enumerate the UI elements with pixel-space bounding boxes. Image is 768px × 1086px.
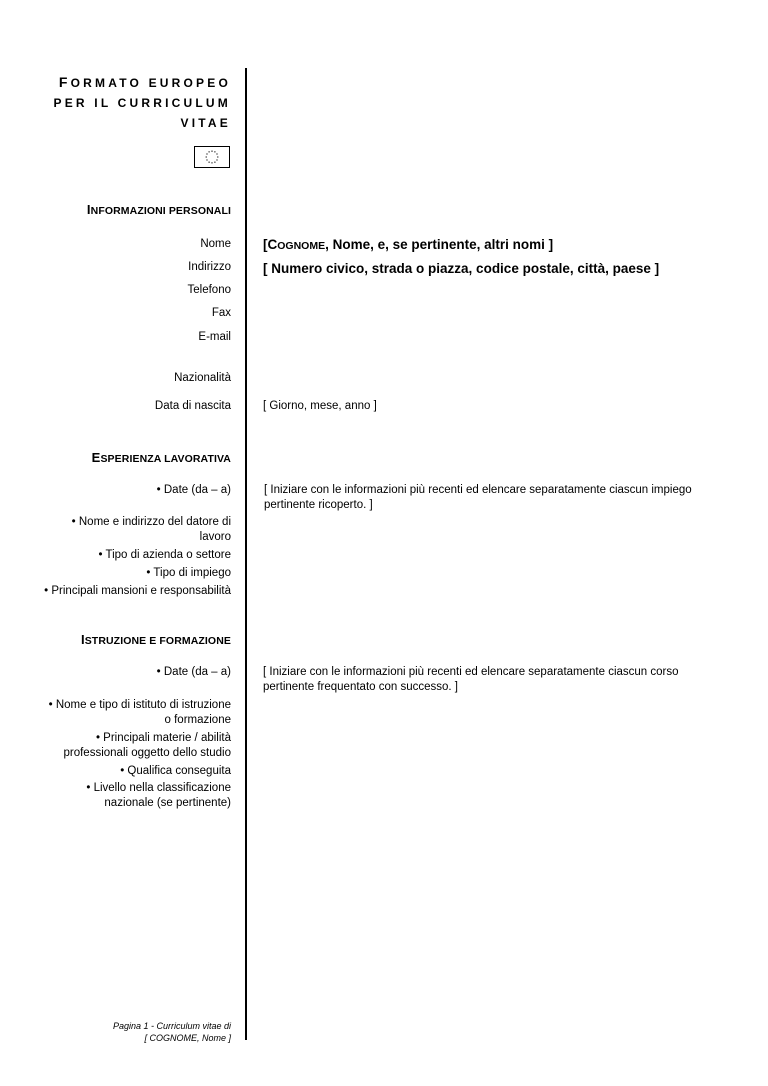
section-heading-education <box>81 632 231 649</box>
nazionalita-label: Nazionalità <box>174 372 231 384</box>
edu-subjects-label-1: • Principali materie / abilità <box>95 732 231 744</box>
nome-open: [C <box>263 237 278 252</box>
heading-rest: SPERIENZA LAVORATIVA <box>100 453 231 465</box>
edu-institute-label-2: o formazione <box>164 714 231 726</box>
title-line-3: VITAE <box>180 116 231 130</box>
edu-subjects-label-2: professionali oggetto dello studio <box>63 747 231 759</box>
edu-level-label-1: • Livello nella classificazione <box>86 782 231 794</box>
indirizzo-value: [ Numero civico, strada o piazza, codice postale, città, paese ] <box>263 261 660 276</box>
exp-duties-label: • Principali mansioni e responsabilità <box>44 585 231 597</box>
heading-rest: STRUZIONE E FORMAZIONE <box>84 635 231 647</box>
footer-line-2: [ COGNOME, Nome ] <box>144 1033 231 1043</box>
heading-first-letter: I <box>80 632 85 647</box>
fax-label: Fax <box>211 307 231 319</box>
section-heading-experience <box>92 450 231 467</box>
data-nascita-value: [ Giorno, mese, anno ] <box>263 400 377 412</box>
exp-job-type-label: • Tipo di impiego <box>146 567 231 579</box>
title-line-2: PER IL CURRICULUM <box>53 96 231 110</box>
nome-label: Nome <box>200 238 231 250</box>
title-line-1-cap: F <box>58 74 71 90</box>
edu-qualification-label: • Qualifica conseguita <box>120 765 231 777</box>
edu-institute-label-1: • Nome e tipo di istituto di istruzione <box>48 699 231 711</box>
nome-rest: , Nome, e, se pertinente, altri nomi ] <box>325 237 554 252</box>
exp-employer-label-1: • Nome e indirizzo del datore di <box>71 516 231 528</box>
page-footer <box>113 1020 231 1044</box>
telefono-label: Telefono <box>187 284 231 296</box>
edu-date-value: [ Iniziare con le informazioni più recenti ed elencare separatamente ciascun corso pertinente frequentato con successo. ] <box>263 666 679 693</box>
title-line-1-rest: ORMATO EUROPEO <box>70 76 231 90</box>
nome-caps: OGNOME <box>277 240 326 252</box>
title-line-1 <box>53 72 231 93</box>
exp-date-value: [ Iniziare con le informazioni più recenti ed elencare separatamente ciascun impiego pertinente ricoperto. ] <box>264 484 692 511</box>
edu-date-label: • Date (da – a) <box>156 666 231 678</box>
nome-value <box>263 236 553 255</box>
heading-first-letter: E <box>91 450 101 465</box>
indirizzo-label: Indirizzo <box>188 261 231 273</box>
edu-level-label-2: nazionale (se pertinente) <box>104 797 231 809</box>
exp-sector-label: • Tipo di azienda o settore <box>98 549 231 561</box>
vertical-divider <box>245 68 247 1040</box>
eu-flag-icon <box>194 146 230 168</box>
email-label: E-mail <box>198 331 231 343</box>
exp-employer-label-2: lavoro <box>199 531 231 543</box>
section-heading-personal <box>87 202 231 219</box>
footer-line-1: Pagina 1 - Curriculum vitae di <box>112 1021 231 1031</box>
cv-title <box>53 72 231 133</box>
exp-date-label: • Date (da – a) <box>156 484 231 496</box>
data-nascita-label: Data di nascita <box>154 400 231 412</box>
heading-rest: NFORMAZIONI PERSONALI <box>90 205 231 217</box>
heading-first-letter: I <box>86 202 91 217</box>
